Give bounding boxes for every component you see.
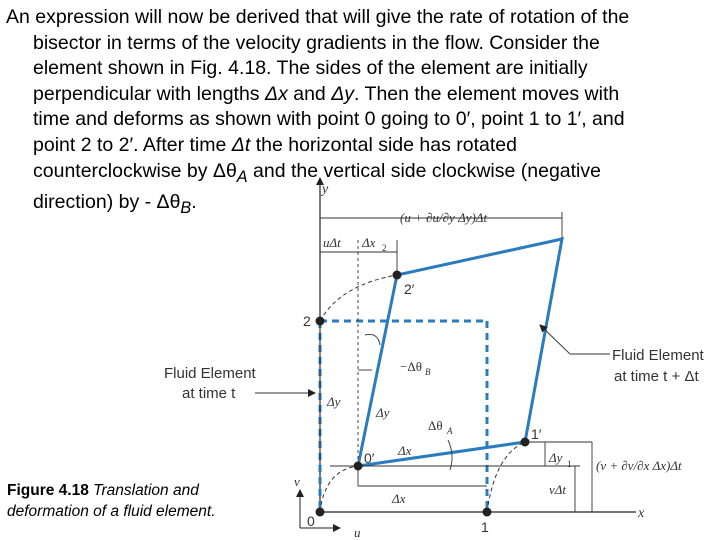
dx-bottom-label: Δx [392, 491, 406, 506]
dy1-sub: 1 [567, 459, 572, 469]
point-0p-label: 0′ [364, 450, 375, 466]
udt-label: uΔt [323, 235, 341, 250]
path-2-to-2p [320, 275, 397, 321]
para-math-theta: Δθ [156, 191, 181, 214]
fluid-element-tdt-label-1: Fluid Element [612, 347, 704, 364]
v-label: v [294, 474, 300, 489]
caption-label: Figure 4.18 [7, 482, 89, 499]
dthetaB-arc [365, 334, 380, 345]
dthetaA-arc [448, 440, 452, 470]
para-line-1: An expression will now be derived that will give the rate of rotation of the [6, 6, 630, 28]
para-text: and the vertical side clockwise (negative [247, 159, 601, 182]
figure-caption [7, 480, 267, 522]
para-text: counterclockwise by [33, 159, 213, 182]
point-2p-label: 2′ [404, 281, 415, 297]
caption-text: Translation and deformation of a fluid element. [7, 482, 216, 520]
point-1 [483, 508, 492, 517]
dthetaA-label: Δθ [428, 418, 443, 433]
para-math-sub-b: B [180, 198, 192, 217]
point-2 [316, 317, 325, 326]
para-text: . [191, 191, 197, 214]
para-text: . Then the element moves with [354, 82, 620, 105]
axes [300, 178, 636, 528]
point-2-label: 2 [303, 313, 311, 329]
para-text: the horizontal side has rotated [250, 133, 517, 156]
para-text: perpendicular with lengths [33, 82, 265, 105]
dx2-label: Δx [362, 235, 376, 250]
dy-inner-label: Δy [376, 405, 390, 420]
point-2p [393, 271, 402, 280]
para-line-2: bisector in terms of the velocity gradients in the flow. Consider the [33, 31, 600, 54]
para-text: point 2 to 2′. After time [33, 133, 232, 156]
dx2-sub: 2 [382, 243, 387, 253]
x-axis-label: x [638, 506, 645, 521]
para-line-3: element shown in Fig. 4.18. The sides of the element are initially [33, 57, 588, 80]
dthetaA-sub: A [447, 426, 453, 436]
dy1-label: Δy [549, 450, 563, 465]
para-text: direction) by - [33, 191, 157, 214]
point-0-label: 0 [307, 513, 315, 529]
dx-inner-label: Δx [398, 443, 412, 458]
original-element [320, 321, 487, 512]
para-line-5: time and deforms as shown with point 0 going to 0′, point 1 to 1′, and [33, 108, 625, 131]
point-0p [354, 462, 363, 471]
para-math-theta: Δθ [212, 159, 237, 182]
neg-dthetaB-sub: B [425, 367, 431, 377]
vdt-label: vΔt [549, 482, 567, 497]
para-text: and [287, 82, 332, 105]
fluid-element-t-label-2: at time t [182, 385, 236, 402]
neg-dthetaB-label: −Δθ [400, 359, 422, 374]
para-math-dx: Δx [264, 82, 288, 105]
fluid-element-tdt-label-2: at time t + Δt [614, 368, 699, 385]
points [316, 271, 530, 517]
motion-paths [320, 275, 525, 512]
fluid-element-t-label-1: Fluid Element [164, 365, 256, 382]
point-1p-label: 1′ [531, 426, 542, 442]
para-math-sub-a: A [236, 167, 248, 186]
dimension-lines [255, 212, 610, 512]
dy-left-label: Δy [327, 394, 341, 409]
path-1-to-1p [487, 442, 525, 512]
para-math-dy: Δy [331, 82, 355, 105]
para-math-dt: Δt [231, 133, 251, 156]
right-velocity-label: (v + ∂v/∂x Δx)Δt [596, 458, 682, 473]
point-1-label: 1 [481, 519, 489, 535]
y-axis-label: y [322, 182, 329, 197]
top-velocity-label: (u + ∂u/∂y Δy)Δt [400, 210, 488, 225]
path-0-to-0p [320, 466, 358, 512]
point-1p [521, 438, 530, 447]
point-0 [316, 508, 325, 517]
u-label: u [354, 525, 361, 540]
